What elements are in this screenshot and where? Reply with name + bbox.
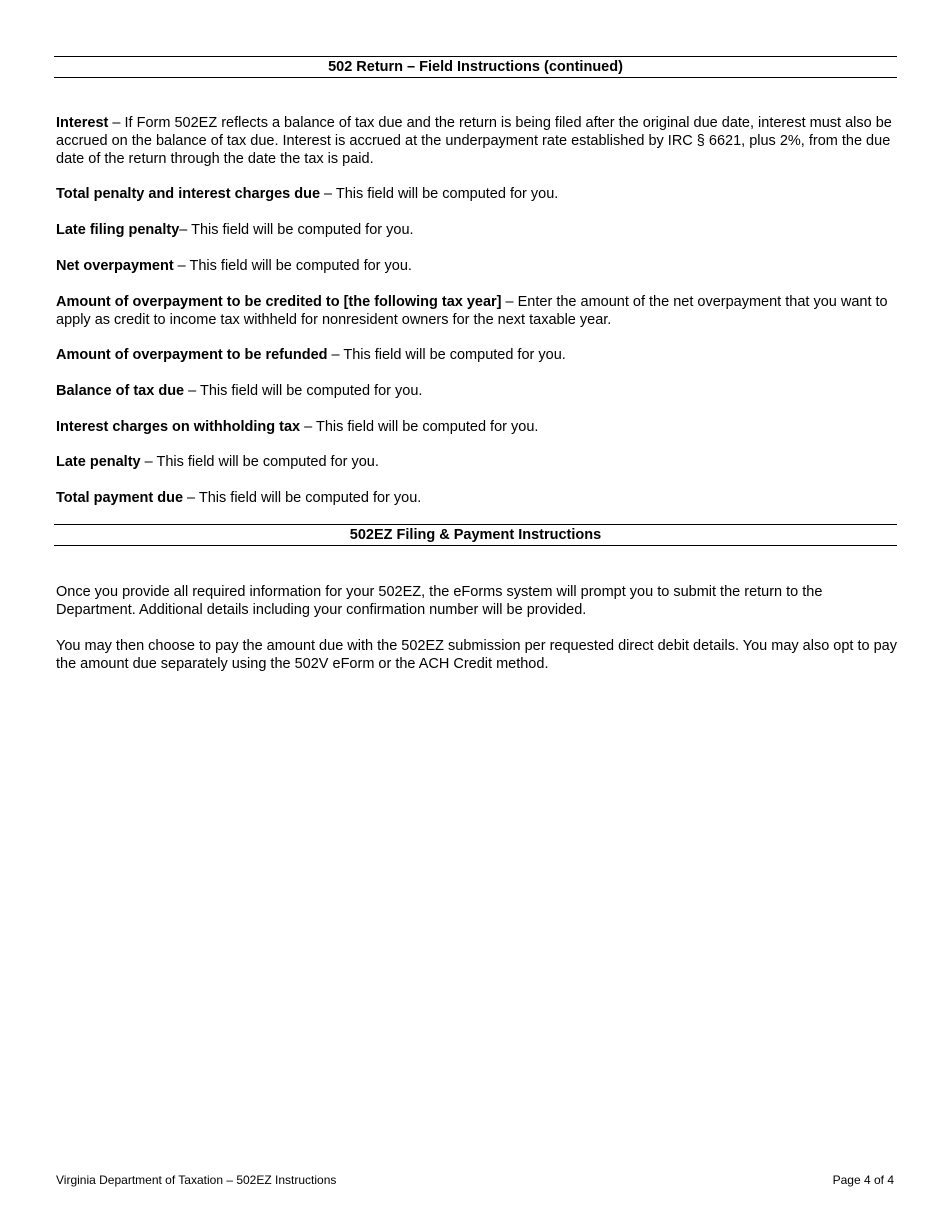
desc-net-overpayment: – This field will be computed for you. <box>173 258 412 274</box>
term-balance-tax-due: Balance of tax due <box>56 383 185 399</box>
desc-interest: – If Form 502EZ reflects a balance of tax due and the return is being filed after the original due date, interest must also be accrued on the balance of tax due. Interest is accrued at the underpayment rate established by IRC § 6621, plus 2%, from the due date of the return through the date the tax is paid. <box>56 115 892 167</box>
desc-total-penalty-interest: – This field will be computed for you. <box>320 186 559 202</box>
term-total-payment-due: Total payment due <box>56 490 184 506</box>
paragraph-overpayment-refunded <box>56 346 898 364</box>
paragraph-balance-tax-due <box>56 382 898 400</box>
term-late-filing-penalty: Late filing penalty <box>56 222 180 238</box>
section-header-field-instructions: 502 Return – Field Instructions (continued) <box>54 56 897 78</box>
desc-late-filing-penalty: – This field will be computed for you. <box>179 222 414 238</box>
term-net-overpayment: Net overpayment <box>56 258 174 274</box>
desc-balance-tax-due: – This field will be computed for you. <box>184 383 423 399</box>
paragraph-total-penalty-interest <box>56 185 898 203</box>
desc-overpayment-credited: – Enter the amount of the net overpayment that you want to apply as credit to income tax withheld for nonresident owners for the next taxable year. <box>56 294 888 328</box>
footer-page-number: Page 4 of 4 <box>832 1173 894 1187</box>
paragraph-overpayment-credited <box>56 293 898 329</box>
paragraph-payment-options: You may then choose to pay the amount due with the 502EZ submission per requested direct debit details. You may also opt to pay the amount due separately using the 502V eForm or the ACH Credit method. <box>56 638 897 672</box>
paragraph-total-payment-due <box>56 489 898 507</box>
footer-department: Virginia Department of Taxation – 502EZ Instructions <box>56 1173 337 1187</box>
desc-total-payment-due: – This field will be computed for you. <box>183 490 422 506</box>
term-overpayment-refunded: Amount of overpayment to be refunded <box>56 347 328 363</box>
term-interest-withholding: Interest charges on withholding tax <box>56 419 301 435</box>
paragraph-late-penalty <box>56 453 898 471</box>
paragraph-interest <box>56 114 898 168</box>
term-interest: Interest <box>56 115 109 131</box>
paragraph-net-overpayment <box>56 257 898 275</box>
desc-overpayment-refunded: – This field will be computed for you. <box>327 347 566 363</box>
term-late-penalty: Late penalty <box>56 454 141 470</box>
desc-interest-withholding: – This field will be computed for you. <box>300 419 539 435</box>
section-header-filing-payment: 502EZ Filing & Payment Instructions <box>54 524 897 546</box>
paragraph-submission: Once you provide all required information for your 502EZ, the eForms system will prompt you to submit the return to the Department. Additional details including your confirmation number will be provided. <box>56 584 823 618</box>
paragraph-interest-withholding <box>56 418 898 436</box>
paragraph-late-filing-penalty <box>56 221 898 239</box>
term-overpayment-credited: Amount of overpayment to be credited to [the following tax year] <box>56 294 502 310</box>
desc-late-penalty: – This field will be computed for you. <box>140 454 379 470</box>
term-total-penalty-interest: Total penalty and interest charges due <box>56 186 321 202</box>
